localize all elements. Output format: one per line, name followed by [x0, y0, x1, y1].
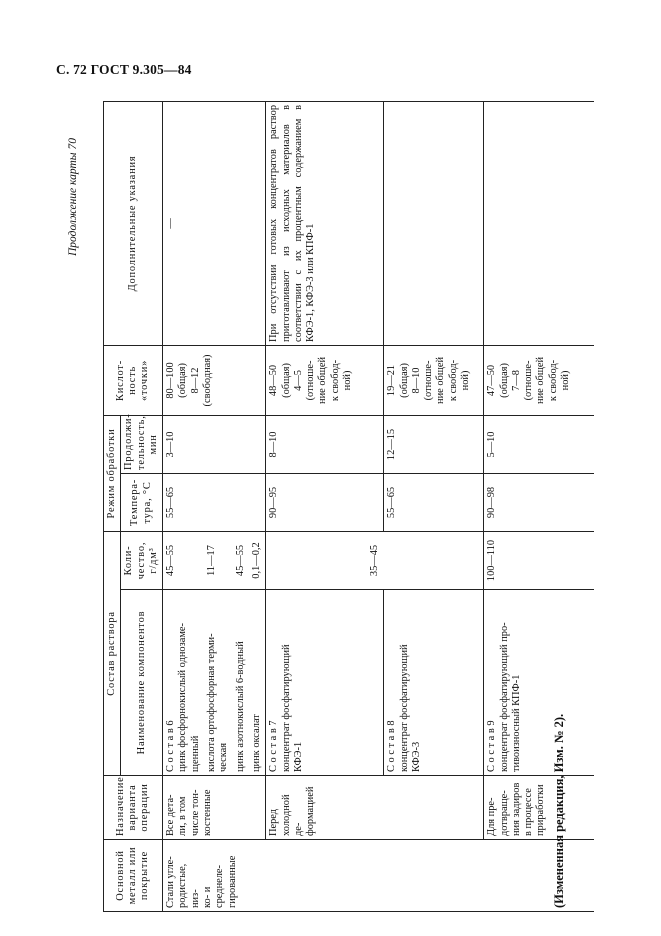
temperature-cell: 55—65: [163, 473, 266, 531]
amendment-note: (Измененная редакция, Изм. № 2).: [552, 713, 566, 908]
acidity-cell: 47—50 (общая) 7—8 (отноше- ние общей к свобод- ной): [484, 345, 594, 415]
component-name: кислота ортофосфорная терми- ческая: [204, 590, 233, 776]
component-name: С о с т а в 6 цинк фосфорнокислый однозаме- щенный: [163, 590, 204, 776]
header-quantity: Коли- чество, г/дм³: [121, 531, 163, 589]
extra-cell: —: [163, 101, 266, 345]
purpose-cell-1: Все дета- ли, в том числе тон- костенные: [163, 776, 266, 840]
shared-qty-cell: 35—45: [266, 531, 484, 589]
header-temperature: Темпера- тура, °С: [121, 473, 163, 531]
process-table: [103, 101, 594, 912]
component-qty: 45—55: [163, 531, 204, 589]
header-purpose: Назначение варианта операции: [104, 776, 163, 840]
base-metal-cell: Стали угле- родистые, низ- ко- и среднеле- гированные: [163, 840, 594, 912]
extra-cell: [384, 101, 484, 345]
header-solution: Состав раствора: [104, 531, 121, 775]
component-name: цинк оксалат: [249, 590, 266, 776]
header-acidity: Кислот- ность «точки»: [104, 345, 163, 415]
temperature-cell: 90—98: [484, 473, 594, 531]
temperature-cell: 55—65: [384, 473, 484, 531]
duration-cell: 3—10: [163, 415, 266, 473]
temperature-cell: 90—95: [266, 473, 384, 531]
acidity-cell: 80—100 (общая) 8—12 (свободная): [163, 345, 266, 415]
purpose-cell-2: Перед холодной де- формацией: [266, 776, 484, 840]
purpose-cell-4: Для пре- дотвраще- ния задиров в процессе приработки: [484, 776, 594, 840]
component-name: С о с т а в 8 концентрат фосфатирующий КФЭ-3: [384, 590, 484, 776]
acidity-cell: 48—50 (общая) 4—5 (отноше- ние общей к свобод- ной): [266, 345, 384, 415]
header-base-metal: Основной металл или покрытие: [104, 840, 163, 912]
component-qty: 0,1—0,2: [249, 531, 266, 589]
duration-cell: 12—15: [384, 415, 484, 473]
component-name: С о с т а в 9 концентрат фосфатирующий про- тивоизносный КПФ-1: [484, 590, 594, 776]
rotated-table-stage: [55, 102, 595, 912]
extra-cell: [484, 101, 594, 345]
component-name: цинк азотнокислый 6-водный: [233, 590, 249, 776]
component-name: С о с т а в 7 концентрат фосфатирующий КФЭ-1: [266, 590, 384, 776]
header-extra: Дополнительные указания: [104, 101, 163, 345]
header-component-name: Наименование компонентов: [121, 590, 163, 776]
component-qty: 100—110: [484, 531, 594, 589]
component-qty: 11—17: [204, 531, 233, 589]
duration-cell: 5—10: [484, 415, 594, 473]
duration-cell: 8—10: [266, 415, 384, 473]
extra-cell: При отсутствии готовых концентратов раствор приготавливают из исходных материалов в соответствии с их процентным содержанием в КФЭ-1, КФЭ-3 или КПФ-1: [266, 101, 384, 345]
page-header: С. 72 ГОСТ 9.305—84: [56, 62, 192, 77]
acidity-cell: 19—21 (общая) 8—10 (отноше- ние общей к свобод- ной): [384, 345, 484, 415]
component-qty: 45—55: [233, 531, 249, 589]
header-duration: Продолжи- тельность, мин: [121, 415, 163, 473]
header-mode: Режим обработки: [104, 415, 121, 531]
continuation-label: Продолжение карты 70: [67, 138, 79, 256]
